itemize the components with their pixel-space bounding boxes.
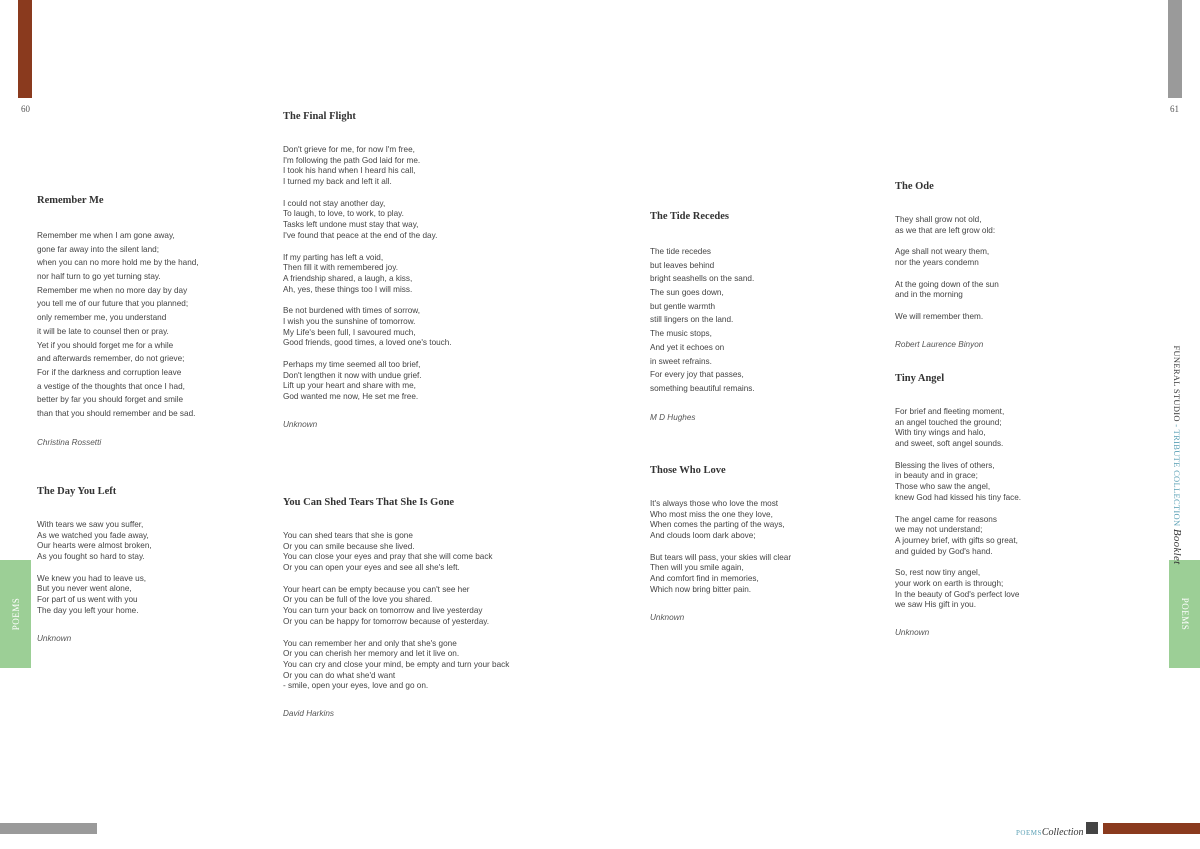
poem-those-who-love	[650, 465, 791, 622]
poem-line: For part of us went with you	[37, 595, 138, 605]
poem-title: Those Who Love	[650, 465, 726, 476]
poem-line: We knew you had to leave us,	[37, 573, 147, 583]
poem-line: still lingers on the land.	[650, 315, 734, 325]
poem-line: Which now bring bitter pain.	[650, 584, 752, 594]
poem-line: when you can no more hold me by the hand,	[37, 258, 199, 268]
stanza-gap	[895, 236, 999, 247]
poem-line: it will be late to counsel then or pray.	[37, 326, 169, 336]
poem-you-can-shed-tears	[283, 497, 509, 718]
poem-line: I'm following the path God laid for me.	[283, 155, 421, 165]
poem-line: something beautiful remains.	[650, 383, 755, 393]
poem-line: and in the morning	[895, 290, 963, 300]
poem-line: So, rest now tiny angel,	[895, 568, 981, 578]
poem-line: I could not stay another day,	[283, 198, 386, 208]
poem-line: Lift up your heart and share with me,	[283, 381, 416, 391]
poem-title: The Day You Left	[37, 486, 117, 497]
top-right-accent-bar	[1168, 0, 1182, 98]
poem-line: in sweet refrains.	[650, 356, 712, 366]
stanza-gap	[283, 628, 509, 639]
poem-line: Then will you smile again,	[650, 563, 744, 573]
poem-title: Remember Me	[37, 195, 104, 206]
poem-line: You can remember her and only that she's gone	[283, 638, 457, 648]
poem-line: and sweet, soft angel sounds.	[895, 439, 1004, 449]
poem-line: Be not burdened with times of sorrow,	[283, 306, 420, 316]
poem-line: A journey brief, with gifts so great,	[895, 535, 1018, 545]
poem-line: You can close your eyes and pray that she will come back	[283, 552, 493, 562]
bottom-right-accent-bar	[1103, 823, 1200, 834]
poem-body	[37, 229, 199, 421]
poem-line: but gentle warmth	[650, 301, 716, 311]
poem-line: an angel touched the ground;	[895, 417, 1002, 427]
poem-line: With tears we saw you suffer,	[37, 520, 144, 529]
poem-remember-me	[37, 195, 199, 447]
spine-booklet: Booklet	[1171, 528, 1183, 565]
poem-line: For if the darkness and corruption leave	[37, 367, 182, 377]
poem-line: If my parting has left a void,	[283, 252, 384, 262]
poem-line: The music stops,	[650, 329, 712, 339]
poem-line: - smile, open your eyes, love and go on.	[283, 681, 429, 691]
poem-line: Blessing the lives of others,	[895, 460, 995, 470]
footer-brand-small: POEMS	[1016, 829, 1042, 837]
poem-line: and guided by God's hand.	[895, 546, 993, 556]
poem-line: Or you can be happy for tomorrow because of yesterday.	[283, 616, 490, 626]
poem-line: I took his hand when I heard his call,	[283, 166, 416, 176]
poem-line: and afterwards remember, do not grieve;	[37, 354, 185, 364]
stanza-gap	[895, 269, 999, 280]
poem-line: Or you can open your eyes and see all she's left.	[283, 563, 460, 573]
top-left-accent-bar	[18, 0, 32, 98]
poem-line: I turned my back and left it all.	[283, 177, 392, 187]
stanza-gap	[283, 574, 509, 585]
poem-line: Tasks left undone must stay that way,	[283, 220, 419, 230]
poem-line: The angel came for reasons	[895, 514, 997, 524]
poem-line: Age shall not weary them,	[895, 247, 990, 257]
poem-line: You can turn your back on tomorrow and live yesterday	[283, 606, 483, 616]
poem-line: As you fought so hard to stay.	[37, 552, 145, 562]
stanza-gap	[895, 504, 1021, 515]
poem-author: David Harkins	[283, 708, 334, 718]
poem-line: gone far away into the silent land;	[37, 244, 159, 254]
poem-line: Remember me when no more day by day	[37, 285, 188, 295]
stanza-gap	[283, 188, 452, 199]
poem-line: you tell me of our future that you planned;	[37, 299, 189, 309]
poem-line: we may not understand;	[895, 525, 983, 535]
poem-line: Or you can do what she'd want	[283, 670, 396, 680]
poem-the-tide-recedes	[650, 211, 755, 422]
poem-line: Good friends, good times, a loved one's touch.	[283, 338, 452, 348]
poem-line: but leaves behind	[650, 260, 715, 270]
poem-line: I wish you the sunshine of tomorrow.	[283, 316, 416, 326]
poem-line: Perhaps my time seemed all too brief,	[283, 360, 421, 369]
poem-line: When comes the parting of the ways,	[650, 520, 785, 530]
poem-title: You Can Shed Tears That She Is Gone	[283, 497, 455, 508]
poem-line: Yet if you should forget me for a while	[37, 340, 174, 350]
poem-author: Unknown	[895, 628, 930, 637]
poem-line: God wanted me now, He set me free.	[283, 392, 419, 402]
poem-line: And comfort find in memories,	[650, 574, 759, 584]
poem-author: M D Hughes	[650, 412, 696, 422]
poem-line: Or you can cherish her memory and let it live on.	[283, 649, 460, 659]
poem-line: nor the years condemn	[895, 258, 979, 268]
bottom-left-accent-bar	[0, 823, 97, 834]
poem-line: Your heart can be empty because you can't see her	[283, 584, 470, 594]
poem-line: The day you left your home.	[37, 605, 139, 615]
poem-the-day-you-left	[37, 486, 152, 643]
poem-line: It's always those who love the most	[650, 499, 779, 508]
poem-line: For brief and fleeting moment,	[895, 407, 1005, 416]
stanza-gap	[283, 242, 452, 253]
poem-line: The tide recedes	[650, 247, 711, 256]
section-tab-right	[1169, 560, 1200, 668]
page-number-left: 60	[21, 104, 30, 114]
poem-tiny-angel	[895, 373, 1021, 637]
poem-line: Ah, yes, these things too I will miss.	[283, 284, 413, 294]
poem-line: My Life's been full, I savoured much,	[283, 327, 416, 337]
poem-author: Unknown	[37, 633, 72, 643]
poem-title: The Tide Recedes	[650, 211, 729, 222]
poem-line: They shall grow not old,	[895, 215, 982, 224]
poem-the-ode	[895, 181, 999, 349]
poem-line: And clouds loom dark above;	[650, 531, 756, 541]
poem-line: Remember me when I am gone away,	[37, 231, 175, 240]
poem-line: Don't grieve for me, for now I'm free,	[283, 145, 415, 154]
section-tab-label: POEMS	[10, 597, 21, 631]
poem-line: Or you can be full of the love you shared.	[283, 595, 433, 605]
poem-body	[895, 215, 999, 323]
poem-author: Christina Rossetti	[37, 437, 102, 447]
page-number-right: 61	[1170, 104, 1179, 114]
poem-body	[283, 145, 452, 403]
poem-line: bright seashells on the sand.	[650, 274, 755, 284]
spine-title	[1171, 345, 1183, 564]
spine-collection: - TRIBUTE COLLECTION	[1172, 421, 1182, 529]
poem-line: Don't lengthen it now with undue grief.	[283, 370, 422, 380]
poem-line: knew God had kissed his tiny face.	[895, 492, 1022, 502]
poem-author: Unknown	[650, 612, 685, 622]
section-tab-label: POEMS	[1179, 597, 1190, 631]
section-tab-left	[0, 560, 31, 668]
poem-line: Those who saw the angel,	[895, 482, 991, 492]
poem-line: Or you can smile because she lived.	[283, 541, 415, 551]
poem-line: For every joy that passes,	[650, 370, 744, 380]
poem-line: than that you should remember and be sad.	[37, 408, 196, 418]
poem-line: Who most miss the one they love,	[650, 509, 773, 519]
poem-line: We will remember them.	[895, 312, 984, 322]
footer-brand	[1016, 822, 1084, 840]
stanza-gap	[895, 557, 1021, 568]
poem-the-final-flight	[283, 111, 452, 429]
poem-title: Tiny Angel	[895, 373, 945, 384]
poem-line: At the going down of the sun	[895, 279, 999, 289]
poem-line: As we watched you fade away,	[37, 530, 149, 540]
poem-line: Our hearts were almost broken,	[37, 541, 152, 551]
footer-square-icon	[1086, 822, 1098, 834]
spine-brand: FUNERAL STUDIO	[1172, 345, 1182, 422]
poem-line: You can shed tears that she is gone	[283, 531, 413, 540]
poem-line: But you never went alone,	[37, 584, 132, 594]
poem-author: Unknown	[283, 419, 318, 429]
poem-line: only remember me, you understand	[37, 313, 167, 323]
poem-line: we saw His gift in you.	[895, 600, 976, 610]
stanza-gap	[895, 301, 999, 312]
poem-body	[650, 245, 755, 396]
poem-title: The Ode	[895, 181, 934, 192]
stanza-gap	[283, 349, 452, 360]
poem-line: You can cry and close your mind, be empty and turn your back	[283, 659, 510, 669]
poem-line: in beauty and in grace;	[895, 471, 978, 481]
stanza-gap	[650, 542, 791, 553]
poem-author: Robert Laurence Binyon	[895, 339, 984, 349]
poem-body	[283, 531, 509, 692]
poem-line: And yet it echoes on	[650, 342, 725, 352]
poem-line: A friendship shared, a laugh, a kiss,	[283, 273, 413, 283]
poem-line: a vestige of the thoughts that once I had,	[37, 381, 185, 391]
poem-line: With tiny wings and halo,	[895, 428, 986, 438]
poem-line: your work on earth is through;	[895, 578, 1004, 588]
poem-line: But tears will pass, your skies will clear	[650, 552, 792, 562]
poem-line: Then fill it with remembered joy.	[283, 263, 398, 273]
poem-line: nor half turn to go yet turning stay.	[37, 272, 161, 282]
poem-line: In the beauty of God's perfect love	[895, 589, 1020, 599]
stanza-gap	[37, 563, 152, 574]
poem-line: I've found that peace at the end of the day.	[283, 230, 438, 240]
stanza-gap	[895, 450, 1021, 461]
poem-title: The Final Flight	[283, 111, 356, 122]
poem-body	[895, 407, 1021, 611]
poem-body	[650, 499, 791, 596]
poem-body	[37, 520, 152, 617]
poem-line: as we that are left grow old:	[895, 225, 996, 235]
poem-line: The sun goes down,	[650, 288, 724, 298]
stanza-gap	[283, 295, 452, 306]
poem-line: To laugh, to love, to work, to play.	[283, 209, 404, 219]
footer-brand-script: Collection	[1041, 827, 1084, 838]
poem-line: better by far you should forget and smile	[37, 395, 184, 405]
